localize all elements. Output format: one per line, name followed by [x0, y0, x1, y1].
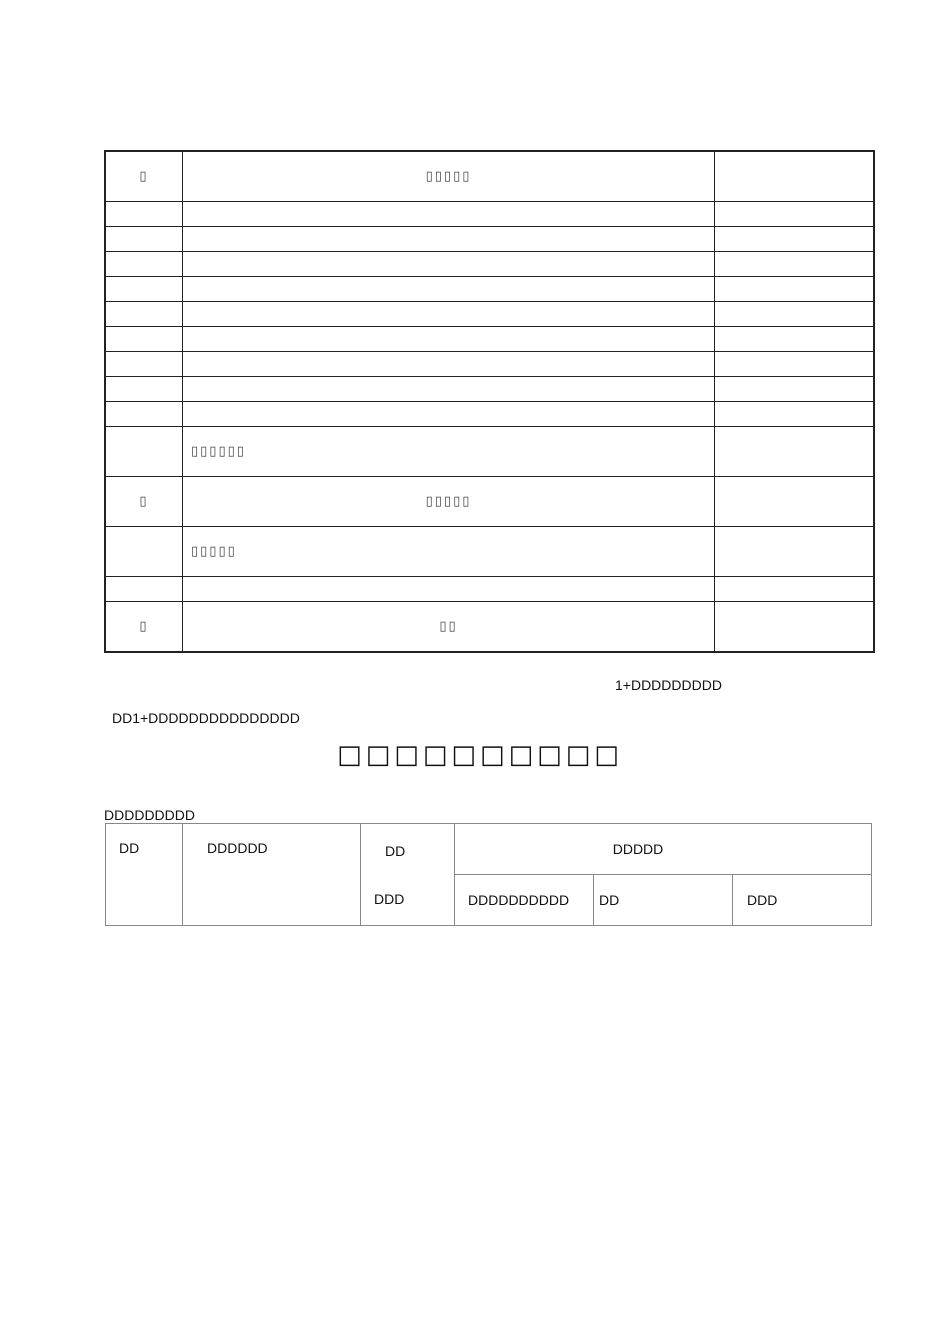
- table-row: [105, 402, 874, 427]
- subtotal-label-2: ▯▯▯▯▯: [183, 527, 715, 577]
- page-title: □□□□□□□□□□: [337, 740, 623, 770]
- header-amount-cell: [715, 151, 875, 202]
- col-header-3: DD DDD: [361, 824, 455, 926]
- subtotal-row-2: [105, 527, 874, 577]
- header-item-cell: ▯▯▯▯▯: [183, 151, 715, 202]
- table-row: [105, 302, 874, 327]
- table-row: [105, 202, 874, 227]
- section-header-row: [105, 477, 874, 527]
- subtotal-label-1: ▯▯▯▯▯▯: [183, 427, 715, 477]
- total-amount-cell: [715, 602, 875, 653]
- table-header-row: [105, 151, 874, 202]
- table-row: [105, 577, 874, 602]
- sub-header-2: DD: [594, 875, 733, 926]
- detail-table: [105, 823, 872, 926]
- subtotal-row-1: [105, 427, 874, 477]
- col-header-2: DDDDDD: [183, 824, 361, 926]
- sub-header-1: DDDDDDDDDD: [455, 875, 594, 926]
- right-note: 1+DDDDDDDDD: [615, 677, 722, 690]
- table-row: [105, 377, 874, 402]
- table-row: [105, 327, 874, 352]
- table-row: [105, 277, 874, 302]
- table-row: [105, 227, 874, 252]
- header-index-cell: ▯: [105, 151, 183, 202]
- section-amount-cell: [715, 477, 875, 527]
- col-header-1: DD: [106, 824, 183, 926]
- table-caption: DDDDDDDDD: [104, 807, 195, 823]
- total-index-cell: ▯: [105, 602, 183, 653]
- sub-header-3: DDD: [733, 875, 872, 926]
- table-row: [105, 252, 874, 277]
- col-header-4: DDDDD: [455, 824, 872, 875]
- table-row: [105, 352, 874, 377]
- section-item-cell: ▯▯▯▯▯: [183, 477, 715, 527]
- left-note: DD1+DDDDDDDDDDDDDDD: [112, 710, 300, 726]
- total-label-cell: ▯▯: [183, 602, 715, 653]
- expense-table: [104, 150, 875, 653]
- total-row: [105, 602, 874, 653]
- section-index-cell: ▯: [105, 477, 183, 527]
